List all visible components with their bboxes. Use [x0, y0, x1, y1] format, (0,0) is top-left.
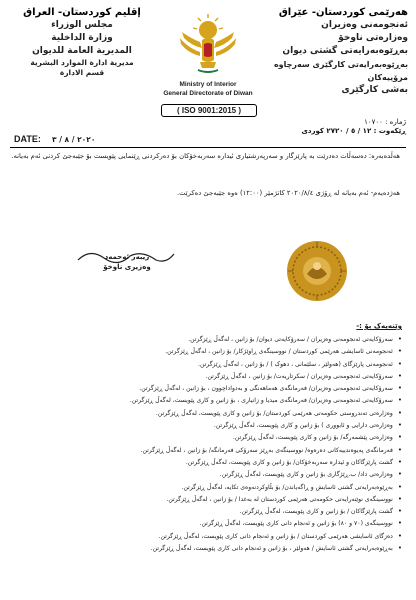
copies-item: • نووسینگەی نوێنەرایەتی حکومەتی هەرێمی کوردستان لە بەغدا / بۆ زانین ، لەگەڵ ڕێزگرتن.	[42, 493, 402, 505]
header-kurdish-line: بەڕێوەبەرایەتی کارگێری سەرچاوە مرۆییەکان	[273, 60, 408, 82]
copies-item: • سەرۆکایەتی ئەنجومەنی وەزیران/ فەرمانگەی میدیا و زانیاری ، بۆ زانین و کاری پێویست، لەگەڵ ڕێزگرتن.	[42, 394, 402, 406]
copies-item: • سەرۆکایەتی ئەنجومەنی وەزیران / سکرتاریەت/ بۆ زانین ، لەگەڵ ڕێزگرتن.	[42, 370, 402, 382]
copies-item: • وەزارەتی تەندروستی حکومەتی هەرێمی کوردستان/ بۆ زانین و کاری پێویست، لەگەڵ ڕێزگرتن.	[42, 407, 402, 419]
signatory-title: وەزیری ناوخۆ	[103, 263, 151, 271]
copies-item: • بەڕێوەبەرایەتی گشتی ئاسایش / هەولێر ، بۆ زانین و ئەنجام دانی کاری پێویست، لەگەڵ ڕێزگرتن.	[42, 542, 402, 554]
signatory-name: ریبەر ئەحمەد	[104, 253, 150, 261]
header-kurdish-line: بەشی کارگێری	[341, 85, 408, 95]
copies-title: وێنەیەک بۆ :-	[356, 322, 402, 330]
reference-date: ڕێکەوت : ١٢ / ٥ / ٢٧٢٠ کوردی	[301, 127, 406, 135]
reference-number: ژمارە : ١٠٧٠٠	[364, 118, 406, 126]
kurdistan-emblem-icon	[178, 8, 238, 76]
copies-item: • وەزارەتی داد/ ب.ڕێژگاری بۆ زانین و کاری پێویست، لەگەڵ ڕێزگرتن.	[42, 468, 402, 480]
ministry-name	[150, 80, 266, 98]
header-arabic	[8, 6, 156, 78]
copies-item: • ئەنجومەنی ئاسایشی هەرێمی کوردستان / نووسینگەی ڕاوێژکار/ بۆ زانین ، لەگەڵ ڕێزگرتن.	[42, 345, 402, 357]
copies-item: • بەڕێوەبەرایەتی گشتی ئاسایش و ڕاگەیاندن/ بۆ بڵاوکردنەوەی تکایە، لەگەڵ ڕێزگرتن.	[42, 481, 402, 493]
copies-item: • سەرۆکایەتی ئەنجومەنی وەزیران / سەرۆکایەتی دیوان/ بۆ زانین ، لەگەڵ ڕێزگرتن.	[42, 333, 402, 345]
header-kurdish-line: وەزارەتی ناوخۆ	[338, 33, 408, 43]
copies-item: • نووسینگەی (٧٠ و ٨٠) بۆ زانین و ئەنجام دانی کاری پێویست، لەگەڵ ڕێزگرتن.	[42, 517, 402, 529]
header-arabic-line: إقليم كوردستان- العراق	[23, 7, 141, 18]
header-arabic-line: مديرية ادارة الموارد البشرية	[30, 58, 134, 67]
header-kurdish-line: هەرێمی کوردستان- عێراق	[278, 7, 408, 18]
copies-item: • فەرمانگەی پەیوەندییەکانی دەرەوە/ نووسینگەی بەڕێز سەرۆکی فەرمانگە/ بۆ زانین ، لەگەڵ ڕێزگرتن.	[42, 444, 402, 456]
date-row	[0, 134, 416, 146]
directorate-en: General Directorate of Diwan	[163, 90, 253, 97]
date-label: DATE:	[14, 134, 41, 144]
header-arabic-line: مجلس الوزراء	[51, 20, 113, 30]
copies-list	[42, 333, 402, 554]
header-arabic-line: وزارة الداخلية	[51, 33, 113, 43]
copies-item: • سەرۆکایەتی ئەنجومەنی وەزیران/ فەرمانگەی هەماهەنگی و بەدواداچوون ، بۆ زانین ، لەگەڵ ڕێزگرتن.	[42, 382, 402, 394]
copies-item: • دەزگای ئاسایشی هەرێمی کوردستان / بۆ زانین و ئەنجام دانی کاری پێویست، لەگەڵ ڕێزگرتن.	[42, 530, 402, 542]
copies-item: • وەزارەتی پێشمەرگە/ بۆ زانین و کاری پێویست، لەگەڵ ڕێزگرتن.	[42, 431, 402, 443]
copies-item: • گشت پارێزگاکان و ئیدارە سەربەخۆکان/ بۆ زانین و کاری پێویست، لەگەڵ ڕێزگرتن.	[42, 456, 402, 468]
gold-seal-icon	[282, 236, 352, 306]
copies-item: • ئەنجومەنی پارێزگای (هەولێر ، سلێمانی ، دهوک ) / بۆ زانین ، لەگەڵ ڕێزگرتن.	[42, 358, 402, 370]
header-arabic-line: المديرية العامة للديوان	[32, 46, 132, 56]
header-arabic-line: قسم الادارة	[59, 68, 105, 77]
copies-item: • گشت پارێزگاکان / بۆ زانین و کاری پێویست، لەگەڵ ڕێزگرتن.	[42, 505, 402, 517]
body-paragraph-2: هەژدەیەم- ئەم بەیانە لە ڕۆژی ٢٠٢٠/٨/٤ کاتژمێر (١٢:٠٠) ەوە جێبەجێ دەکرێت.	[176, 189, 400, 197]
header-kurdish	[258, 6, 408, 97]
signature-block	[92, 252, 162, 272]
copies-item: • وەزارەتی دارایی و ئابووری ) بۆ زانین و کاری پێویست، لەگەڵ ڕێزگرتن.	[42, 419, 402, 431]
header-kurdish-line: ئەنجومەنی وەزیران	[321, 20, 408, 30]
body-paragraph-1: هەڵدەبەرە: دەسەڵات دەدرێت بە پارێزگار و سەرپەرشتیاری ئیدارە سەربەخۆکان بۆ دەرکردنی ڕێنمایی پێویست بۆ جێبەجێ کردنی ئەم بەیانە.	[11, 152, 400, 160]
header-divider	[10, 147, 406, 148]
ministry-en: Ministry of Interior	[179, 81, 237, 88]
date-value: ٢٠٢٠ / ٨ / ٣	[52, 135, 96, 144]
header-kurdish-line: بەڕێوەبەرایەتی گشتی دیوان	[282, 46, 408, 56]
iso-badge: ( ISO 9001:2015 )	[161, 104, 257, 117]
